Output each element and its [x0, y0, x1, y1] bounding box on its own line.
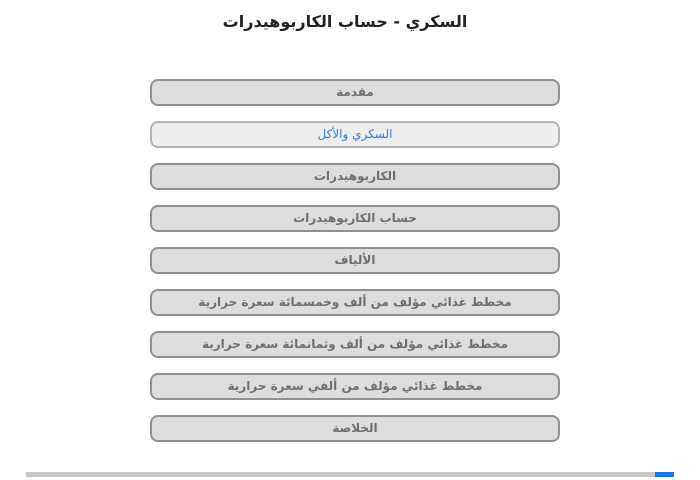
page-title: السكري - حساب الكاربوهيدرات — [222, 12, 468, 31]
progress-bar — [26, 472, 674, 477]
menu-item-meal-plan-1500[interactable]: مخطط غذائي مؤلف من ألف وخمسمائة سعرة حرارية — [150, 289, 560, 316]
menu-item-meal-plan-2000[interactable]: مخطط غذائي مؤلف من ألفي سعرة حرارية — [150, 373, 560, 400]
menu-item-introduction[interactable]: مقدمة — [150, 79, 560, 106]
menu-item-meal-plan-1800[interactable]: مخطط غذائي مؤلف من ألف وثمانمائة سعرة حرارية — [150, 331, 560, 358]
topic-menu — [150, 79, 560, 457]
progress-bar-fill — [655, 472, 674, 477]
menu-item-carb-counting[interactable]: حساب الكاربوهيدرات — [150, 205, 560, 232]
menu-item-summary[interactable]: الخلاصة — [150, 415, 560, 442]
menu-item-fiber[interactable]: الألياف — [150, 247, 560, 274]
menu-item-carbohydrates[interactable]: الكاربوهيدرات — [150, 163, 560, 190]
menu-item-diabetes-and-eating[interactable]: السكري والأكل — [150, 121, 560, 148]
